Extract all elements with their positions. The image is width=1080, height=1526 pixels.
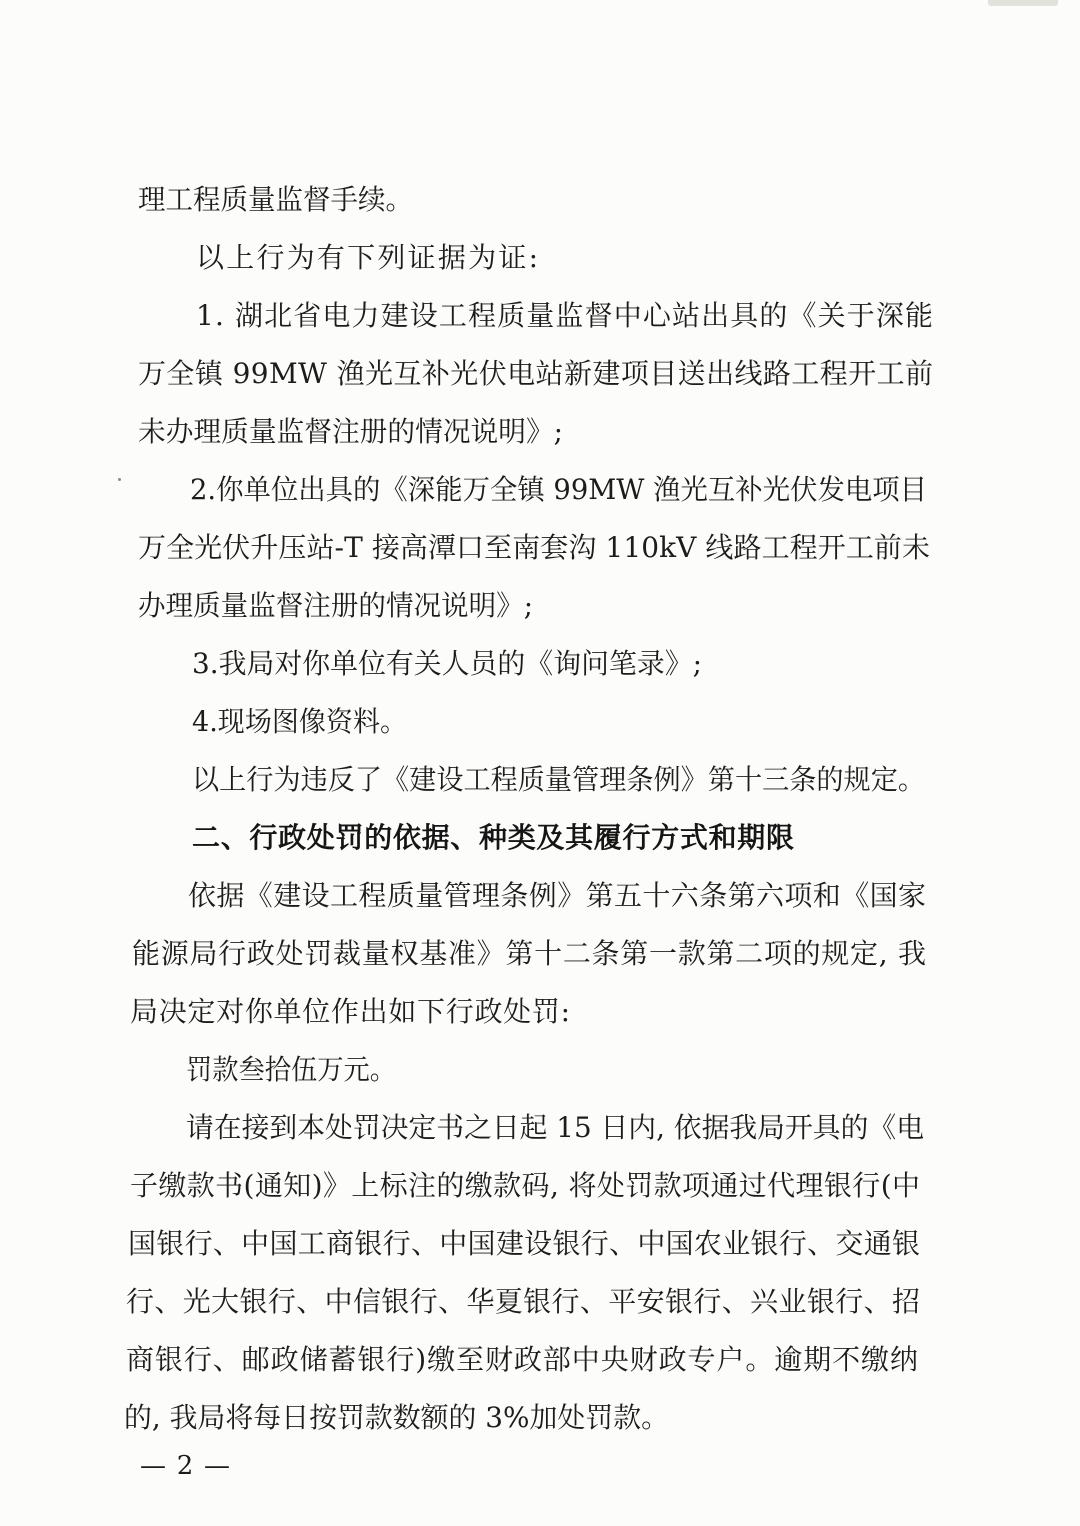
- text-line: 子缴款书(通知)》上标注的缴款码, 将处罚款项通过代理银行(中: [130, 1169, 921, 1202]
- text-line: 办理质量监督注册的情况说明》;: [138, 589, 533, 622]
- text-line: 请在接到本处罚决定书之日起 15 日内, 依据我局开具的《电: [186, 1111, 924, 1144]
- text-line: 局决定对你单位作出如下行政处罚:: [130, 995, 571, 1028]
- text-line: 依据《建设工程质量管理条例》第五十六条第六项和《国家: [188, 879, 927, 912]
- text-line: 1. 湖北省电力建设工程质量监督中心站出具的《关于深能: [196, 299, 935, 332]
- text-line: 万全镇 99MW 渔光互补光伏电站新建项目送出线路工程开工前: [138, 357, 934, 390]
- text-line: 国银行、中国工商银行、中国建设银行、中国农业银行、交通银: [128, 1227, 921, 1260]
- scan-edge-mark: [988, 0, 1058, 6]
- text-line: 理工程质量监督手续。: [138, 183, 413, 216]
- page-number: — 2 —: [140, 1451, 232, 1481]
- text-line: 万全光伏升压站-T 接高潭口至南套沟 110kV 线路工程开工前未: [138, 531, 931, 564]
- text-line: 2.你单位出具的《深能万全镇 99MW 渔光互补光伏发电项目: [190, 473, 927, 506]
- text-line: 以上行为违反了《建设工程质量管理条例》第十三条的规定。: [192, 763, 925, 796]
- text-line: 商银行、邮政储蓄银行)缴至财政部中央财政专户。逾期不缴纳: [126, 1343, 919, 1376]
- text-line: 未办理质量监督注册的情况说明》;: [138, 415, 563, 448]
- text-line: 能源局行政处罚裁量权基准》第十二条第一款第二项的规定, 我: [132, 937, 927, 970]
- text-line: 行、光大银行、中信银行、华夏银行、平安银行、兴业银行、招: [126, 1285, 921, 1318]
- text-line: 的, 我局将每日按罚款数额的 3%加处罚款。: [124, 1401, 669, 1434]
- text-line: 4.现场图像资料。: [192, 705, 407, 738]
- text-line: 3.我局对你单位有关人员的《询问笔录》;: [192, 647, 702, 680]
- penalty-amount: 罚款叁拾伍万元。: [186, 1053, 396, 1086]
- text-line: 以上行为有下列证据为证:: [196, 241, 541, 274]
- section-heading: 二、行政处罚的依据、种类及其履行方式和期限: [192, 821, 795, 854]
